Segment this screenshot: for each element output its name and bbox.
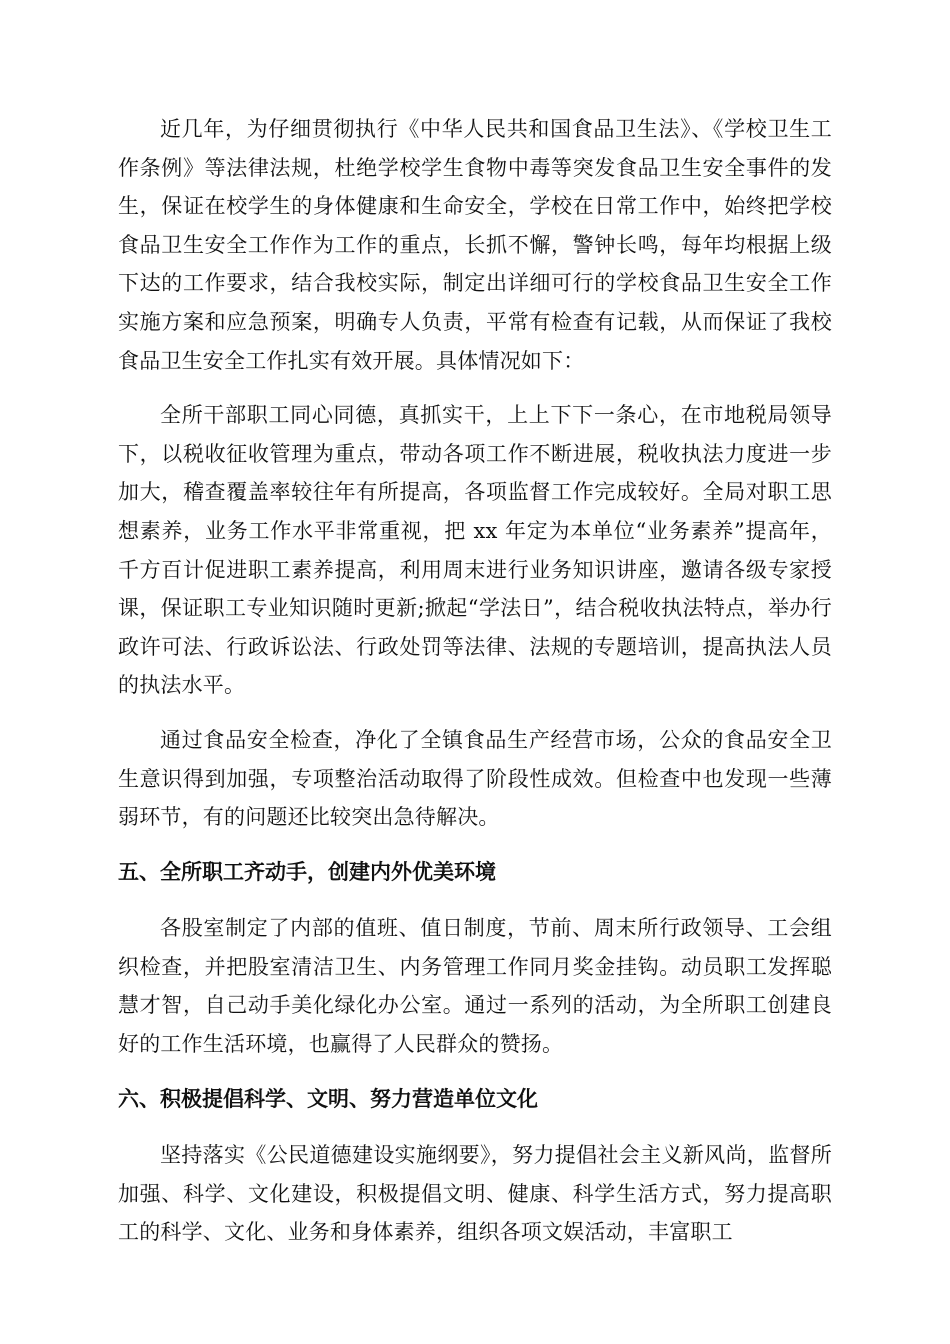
section-heading-culture: 六、积极提倡科学、文明、努力营造单位文化	[118, 1086, 538, 1111]
section-heading-environment: 五、全所职工齐动手，创建内外优美环境	[118, 859, 496, 884]
paragraph-staff-training: 全所干部职工同心同德，真抓实干，上上下下一条心，在市地税局领导下，以税收征收管理为重点，带动各项工作不断进展，税收执法力度进一步加大，稽查覆盖率较往年有所提高，各项监督工作完成较好。全局对职工思想素养，业务工作水平非常重视，把 xx 年定为本单位“业务素养”提高年，千方百计促进职工素养提高，利用周末进行业务知识讲座，邀请各级专家授课，保证职工专业知识随时更新;掀起“学法日”，结合税收执法特点，举办行政许可法、行政诉讼法、行政处罚等法律、法规的专题培训，提高执法人员的执法水平。	[118, 403, 832, 698]
paragraph-inspection-results: 通过食品安全检查，净化了全镇食品生产经营市场，公众的食品安全卫生意识得到加强，专项整治活动取得了阶段性成效。但检查中也发现一些薄弱环节，有的问题还比较突出急待解决。	[118, 727, 832, 830]
paragraph-unit-culture: 坚持落实《公民道德建设实施纲要》，努力提倡社会主义新风尚，监督所加强、科学、文化建设，积极提倡文明、健康、科学生活方式，努力提高职工的科学、文化、业务和身体素养，组织各项文娱活动，丰富职工	[118, 1143, 832, 1245]
paragraph-food-safety-intro: 近几年，为仔细贯彻执行《中华人民共和国食品卫生法》、《学校卫生工作条例》等法律法规，杜绝学校学生食物中毒等突发食品卫生安全事件的发生，保证在校学生的身体健康和生命安全，学校在日常工作中，始终把学校食品卫生安全工作作为工作的重点，长抓不懈，警钟长鸣，每年均根据上级下达的工作要求，结合我校实际，制定出详细可行的学校食品卫生安全工作实施方案和应急预案，明确专人负责，平常有检查有记载，从而保证了我校食品卫生安全工作扎实有效开展。具体情况如下：	[118, 117, 832, 373]
paragraph-office-environment: 各股室制定了内部的值班、值日制度，节前、周末所行政领导、工会组织检查，并把股室清洁卫生、内务管理工作同月奖金挂钩。动员职工发挥聪慧才智，自己动手美化绿化办公室。通过一系列的活动，为全所职工创建良好的工作生活环境，也赢得了人民群众的赞扬。	[118, 916, 832, 1057]
